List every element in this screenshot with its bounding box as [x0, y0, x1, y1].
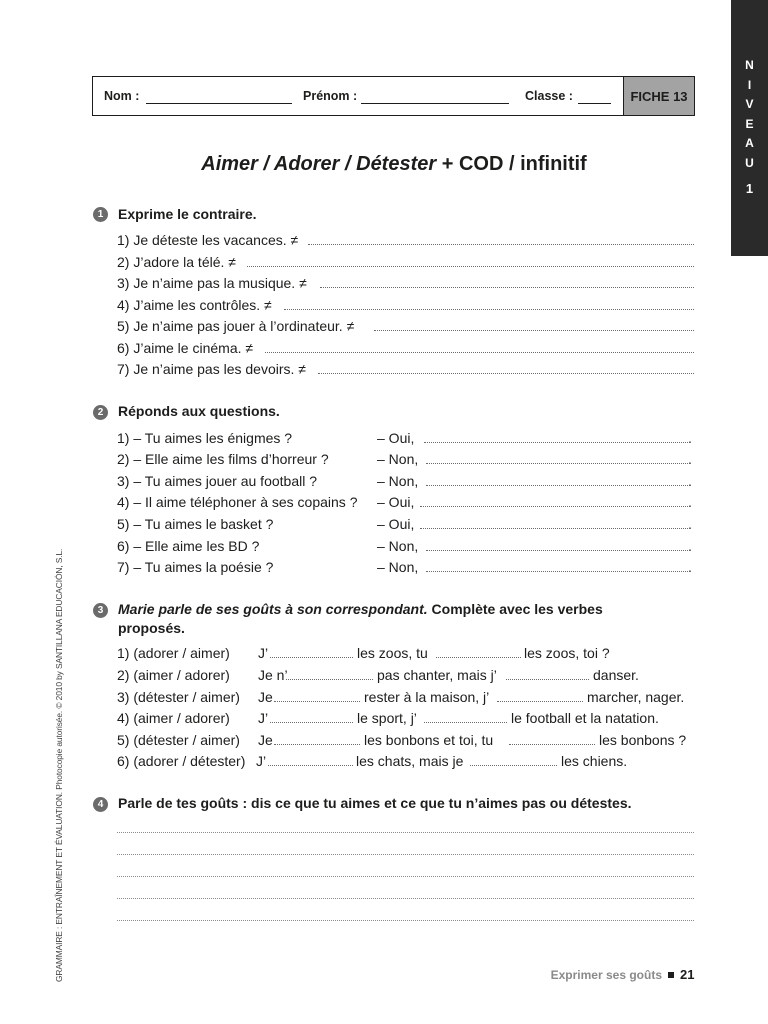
student-info-header	[92, 76, 695, 116]
ex3-text: rester à la maison, j’	[364, 689, 490, 705]
niveau-letter: I	[747, 77, 752, 92]
exercise-number-badge: 3	[93, 603, 108, 618]
ex3-text: les bonbons et toi, tu	[364, 732, 494, 748]
ex3-text: le sport, j’	[357, 710, 417, 726]
ex2-answer-line[interactable]	[426, 485, 688, 486]
ex1-item: 6) J’aime le cinéma. ≠	[117, 340, 254, 356]
ex3-blank[interactable]	[268, 765, 353, 766]
ex2-answer-start: – Non,	[377, 538, 419, 554]
nom-label: Nom :	[104, 89, 140, 103]
niveau-letter: E	[745, 116, 754, 131]
ex1-answer-line[interactable]	[308, 244, 694, 245]
ex3-blank[interactable]	[506, 679, 589, 680]
ex2-answer-line[interactable]	[420, 528, 688, 529]
ex2-question: 5) – Tu aimes le basket ?	[117, 516, 274, 532]
ex2-question: 3) – Tu aimes jouer au football ?	[117, 473, 318, 489]
ex2-answer-line[interactable]	[424, 442, 688, 443]
ex2-answer-line[interactable]	[426, 571, 688, 572]
ex3-text: le football et la natation.	[511, 710, 659, 726]
niveau-letter: U	[745, 155, 754, 170]
niveau-tab	[731, 0, 768, 256]
prenom-field[interactable]	[361, 103, 509, 104]
ex3-blank[interactable]	[274, 701, 360, 702]
nom-field[interactable]	[146, 103, 292, 104]
ex4-writing-line[interactable]	[117, 920, 694, 921]
ex2-answer-end: .	[688, 538, 692, 554]
ex3-text: J’	[258, 645, 269, 661]
ex2-question: 4) – Il aime téléphoner à ses copains ?	[117, 494, 358, 510]
prenom-label: Prénom :	[303, 89, 358, 103]
ex2-answer-end: .	[688, 473, 692, 489]
ex3-verbs: 5) (détester / aimer)	[117, 732, 240, 748]
ex2-answer-start: – Oui,	[377, 430, 415, 446]
copyright-credit: GRAMMAIRE : ENTRAÎNEMENT ET ÉVALUATION. Photocopie autorisée. © 2010 by SANTILLANA EDUCACIÓN, S.L.	[54, 548, 64, 982]
ex1-answer-line[interactable]	[320, 287, 694, 288]
footer-bullet-icon	[668, 972, 674, 978]
ex3-text: Je	[258, 689, 273, 705]
ex3-blank[interactable]	[274, 744, 360, 745]
ex3-blank[interactable]	[497, 701, 583, 702]
ex3-verbs: 2) (aimer / adorer)	[117, 667, 230, 683]
exercise-3-title-rest: Complète avec les verbes	[427, 601, 603, 617]
exercise-4-title: Parle de tes goûts : dis ce que tu aimes et ce que tu n’aimes pas ou détestes.	[118, 795, 632, 811]
ex3-verbs: 6) (adorer / détester)	[117, 753, 246, 769]
niveau-number: 1	[745, 181, 754, 196]
ex3-text: Je n’	[258, 667, 288, 683]
exercise-2-title: Réponds aux questions.	[118, 403, 280, 419]
ex3-blank[interactable]	[270, 657, 353, 658]
ex1-item: 4) J’aime les contrôles. ≠	[117, 297, 272, 313]
ex3-text: les zoos, toi ?	[524, 645, 610, 661]
ex2-answer-start: – Non,	[377, 473, 419, 489]
exercise-number-badge: 1	[93, 207, 108, 222]
ex2-answer-line[interactable]	[420, 506, 688, 507]
ex2-answer-start: – Non,	[377, 451, 419, 467]
classe-label: Classe :	[525, 89, 573, 103]
ex2-answer-end: .	[688, 559, 692, 575]
ex2-answer-end: .	[688, 494, 692, 510]
ex4-writing-line[interactable]	[117, 898, 694, 899]
ex3-text: les bonbons ?	[599, 732, 687, 748]
ex3-text: les zoos, tu	[357, 645, 428, 661]
ex1-answer-line[interactable]	[247, 266, 694, 267]
ex3-text: pas chanter, mais j’	[377, 667, 497, 683]
ex3-text: les chats, mais je	[356, 753, 464, 769]
ex2-answer-end: .	[688, 430, 692, 446]
ex2-question: 2) – Elle aime les films d’horreur ?	[117, 451, 329, 467]
ex3-verbs: 1) (adorer / aimer)	[117, 645, 230, 661]
ex1-answer-line[interactable]	[318, 373, 694, 374]
niveau-letter: V	[745, 97, 754, 111]
exercise-3-title-italic: Marie parle de ses goûts à son correspondant.	[118, 601, 428, 617]
ex2-answer-line[interactable]	[426, 463, 688, 464]
ex1-item: 3) Je n’aime pas la musique. ≠	[117, 275, 307, 291]
ex4-writing-line[interactable]	[117, 876, 694, 877]
ex3-text: marcher, nager.	[587, 689, 685, 705]
ex4-writing-line[interactable]	[117, 832, 694, 833]
title-italic-part: Aimer / Adorer / Détester	[201, 153, 437, 175]
ex2-answer-start: – Non,	[377, 559, 419, 575]
ex1-answer-line[interactable]	[284, 309, 694, 310]
ex3-text: J’	[256, 753, 267, 769]
ex3-blank[interactable]	[286, 679, 373, 680]
ex1-answer-line[interactable]	[374, 330, 694, 331]
ex3-blank[interactable]	[509, 744, 595, 745]
ex1-item: 2) J’adore la télé. ≠	[117, 254, 236, 270]
ex2-answer-end: .	[688, 516, 692, 532]
ex3-text: danser.	[593, 667, 639, 683]
ex2-answer-start: – Oui,	[377, 494, 415, 510]
ex1-answer-line[interactable]	[265, 352, 694, 353]
ex3-text: Je	[258, 732, 273, 748]
ex3-verbs: 3) (détester / aimer)	[117, 689, 240, 705]
exercise-number-badge: 4	[93, 797, 108, 812]
page-number: 21	[680, 967, 695, 982]
exercise-1-title: Exprime le contraire.	[118, 206, 257, 222]
ex4-writing-line[interactable]	[117, 854, 694, 855]
niveau-letter: N	[745, 58, 754, 72]
title-plain-part: + COD / infinitif	[436, 153, 587, 175]
ex1-item: 1) Je déteste les vacances. ≠	[117, 232, 299, 248]
footer-section-title: Exprimer ses goûts	[550, 968, 662, 982]
page-title	[0, 153, 768, 176]
ex2-answer-line[interactable]	[426, 550, 688, 551]
ex3-text: J’	[258, 710, 269, 726]
classe-field[interactable]	[578, 103, 611, 104]
ex1-item: 7) Je n’aime pas les devoirs. ≠	[117, 361, 306, 377]
exercise-3-title-line2: proposés.	[118, 620, 185, 636]
ex2-answer-end: .	[688, 451, 692, 467]
ex2-question: 1) – Tu aimes les énigmes ?	[117, 430, 293, 446]
ex3-blank[interactable]	[424, 722, 507, 723]
exercise-number-badge: 2	[93, 405, 108, 420]
ex3-blank[interactable]	[270, 722, 353, 723]
ex1-item: 5) Je n’aime pas jouer à l’ordinateur. ≠	[117, 318, 355, 334]
ex2-answer-start: – Oui,	[377, 516, 415, 532]
ex3-text: les chiens.	[561, 753, 628, 769]
exercise-3-title	[118, 601, 603, 617]
fiche-number: FICHE 13	[623, 77, 694, 115]
niveau-letter: A	[745, 136, 754, 150]
ex3-verbs: 4) (aimer / adorer)	[117, 710, 230, 726]
ex3-blank[interactable]	[470, 765, 557, 766]
ex3-blank[interactable]	[436, 657, 521, 658]
ex2-question: 6) – Elle aime les BD ?	[117, 538, 260, 554]
ex2-question: 7) – Tu aimes la poésie ?	[117, 559, 274, 575]
